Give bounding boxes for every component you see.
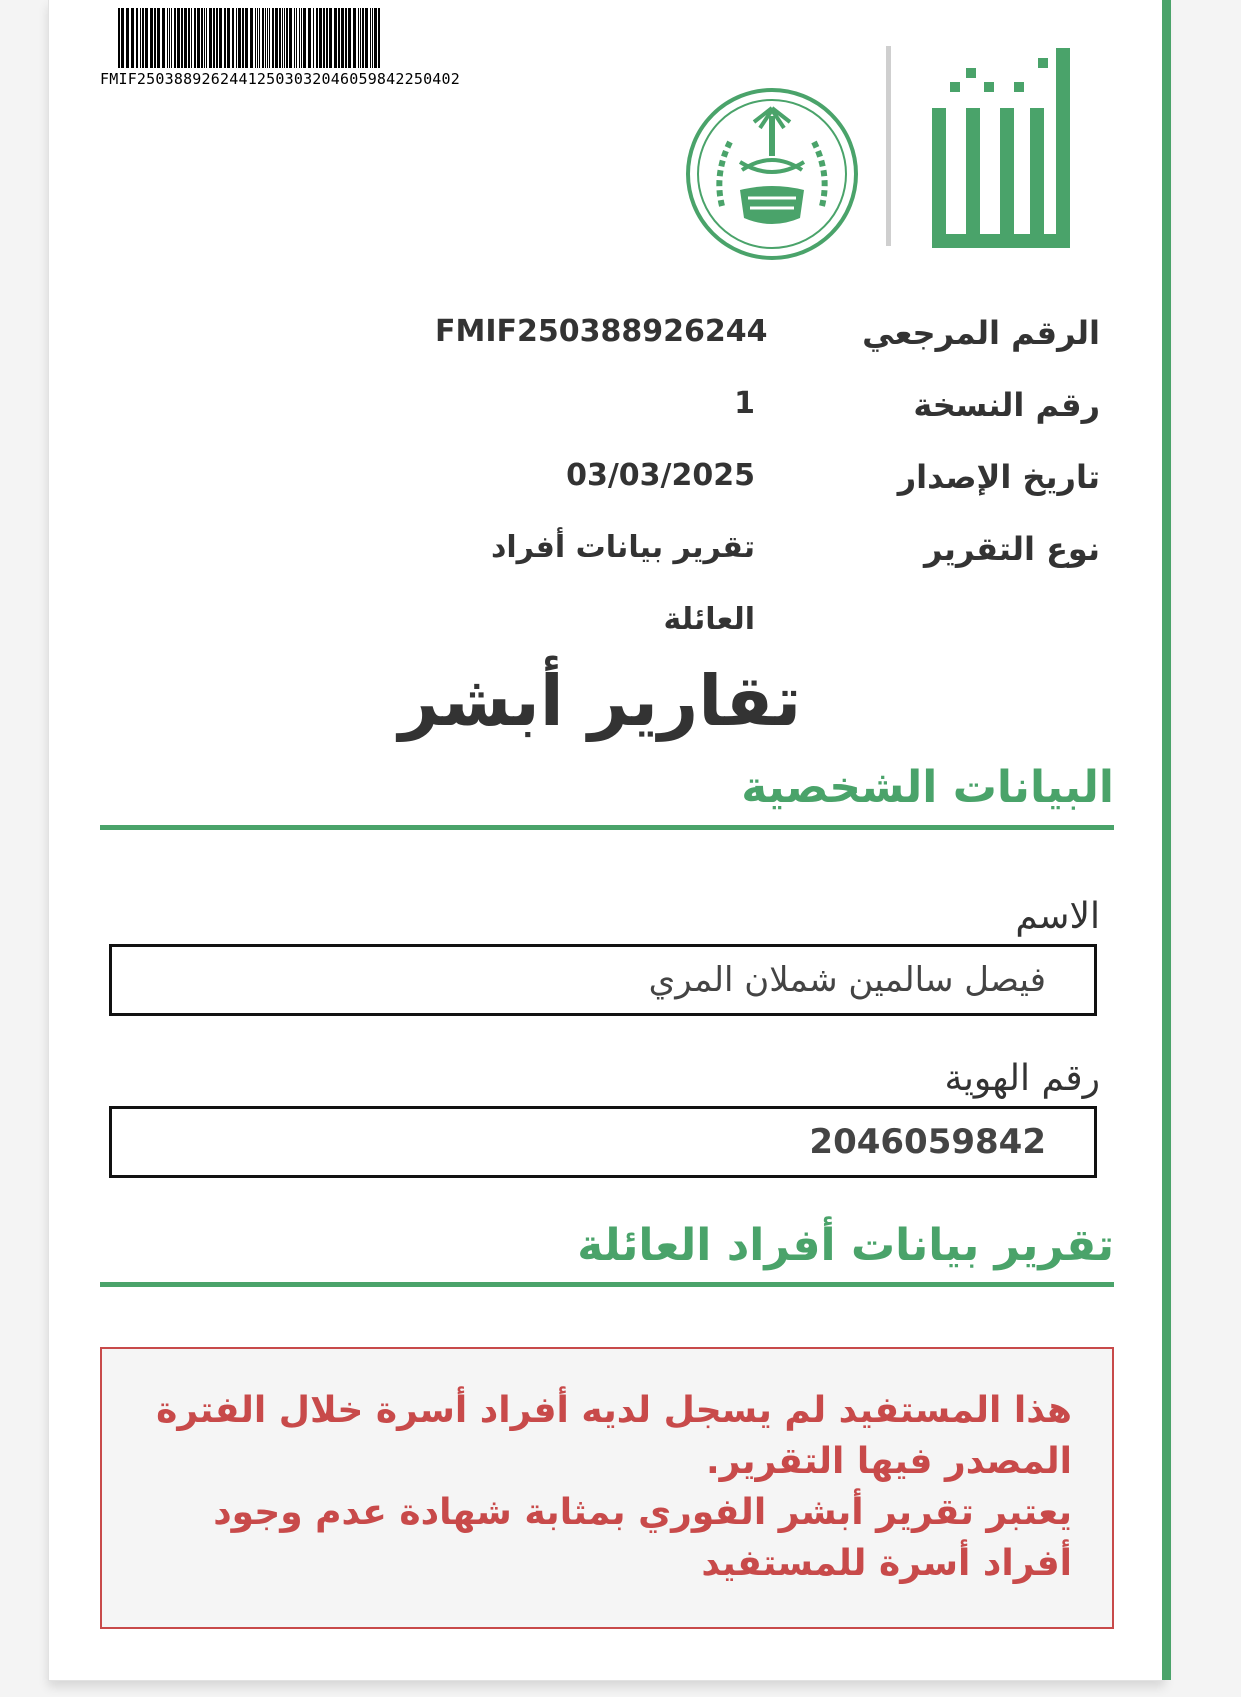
version-value: 1 [734, 386, 755, 421]
barcode-bars [118, 8, 570, 68]
id-label: رقم الهوية [944, 1058, 1100, 1099]
name-label: الاسم [1015, 896, 1100, 937]
info-row-report-type [440, 530, 1100, 660]
ministry-seal-icon [684, 86, 860, 266]
main-title: تقارير أبشر [398, 660, 802, 742]
logo-divider [886, 46, 891, 246]
reference-value: FMIF250388926244 [435, 314, 768, 349]
absher-logo-icon [926, 48, 1076, 262]
barcode-bar [380, 8, 381, 68]
barcode-text: FMIF25038892624412503032046059842250402 [100, 70, 460, 88]
barcode [100, 8, 570, 88]
version-label: رقم النسخة [913, 386, 1100, 424]
reference-label: الرقم المرجعي [862, 314, 1100, 352]
id-value: 2046059842 [809, 1122, 1046, 1162]
issue-date-label: تاريخ الإصدار [897, 458, 1100, 496]
name-field [109, 944, 1097, 1016]
notice-line-2: يعتبر تقرير أبشر الفوري بمثابة شهادة عدم وجود أفراد أسرة للمستفيد [213, 1492, 1072, 1584]
report-type-label: نوع التقرير [924, 530, 1100, 568]
personal-section-divider [100, 825, 1114, 830]
name-value: فيصل سالمين شملان المري [648, 960, 1046, 1000]
family-section-title: تقرير بيانات أفراد العائلة [577, 1220, 1114, 1271]
id-field [109, 1106, 1097, 1178]
family-section-divider [100, 1282, 1114, 1287]
issue-date-value: 03/03/2025 [566, 458, 755, 493]
no-family-notice [100, 1347, 1114, 1629]
page-edge-accent [1162, 0, 1171, 1680]
notice-text [132, 1385, 1072, 1589]
report-type-value: تقرير بيانات أفراد العائلة [490, 530, 755, 637]
personal-section-title: البيانات الشخصية [741, 762, 1114, 813]
notice-line-1: هذا المستفيد لم يسجل لديه أفراد أسرة خلال الفترة المصدر فيها التقرير. [156, 1390, 1072, 1482]
